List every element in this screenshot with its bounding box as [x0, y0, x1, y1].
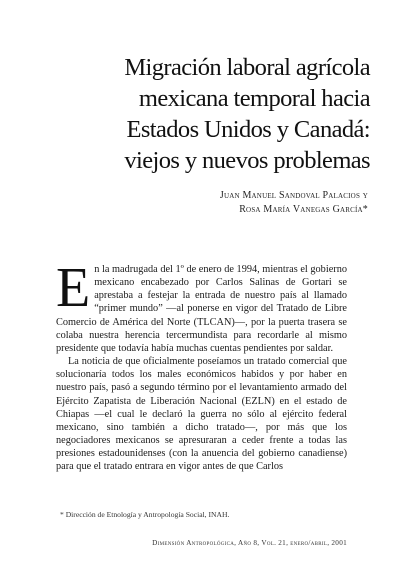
- body-paragraph: La noticia de que oficialmente poseíamos un tratado comercial que solucionaría todos los males económicos habidos y por haber en nuestro país, pasó a segundo término por el levantamiento armado del Ejército Zapatista de Liberación Nacional (EZLN) en el estado de Chiapas —el cual le declaró la guerra no sólo al ejército federal mexicano, sino también a dicho tratado—, por más que los negociadores mexicanos se apresuraran a ceder frente a todas las presiones estadounidenses (con la anuencia del gobierno canadiense) para que el tratado entrara en vigor antes de que Carlos: [56, 356, 347, 473]
- footnote-text: Dirección de Etnología y Antropología Social,: [65, 510, 207, 519]
- author-line: Juan Manuel Sandoval Palacios y: [219, 190, 368, 201]
- title-line: Migración laboral agrícola: [124, 54, 370, 81]
- running-footer: Dimensión Antropológica, Año 8, Vol. 21, enero/abril, 2001: [152, 539, 347, 547]
- drop-cap: E: [56, 257, 91, 319]
- title-line: Estados Unidos y Canadá:: [126, 116, 370, 143]
- paragraph-text: n la madrugada del 1º de enero de 1994, mientras el gobierno mexicano encabezado por Carlos Salinas de Gortari se aprestaba a festejar la entrada de nuestro país al llamado “primer mundo” —al ponerse en vigor del Tratado de Libre Comercio de América del Norte (TLCAN)—, por la puerta trasera se colaba nuestra herencia tercermundista para recordarle al mismo presidente que todavía había muchas cuentas pendientes por saldar.: [56, 264, 347, 354]
- footnote-marker: *: [60, 510, 64, 519]
- footnote: [60, 510, 350, 520]
- footnote-institution: INAH.: [208, 510, 230, 519]
- article-body: [56, 257, 347, 474]
- title-line: viejos y nuevos problemas: [124, 147, 370, 174]
- article-title: [70, 52, 370, 176]
- author-block: [128, 189, 368, 217]
- title-line: mexicana temporal hacia: [138, 85, 370, 112]
- author-line: Rosa María Vanegas García*: [239, 204, 368, 215]
- body-paragraph: [56, 257, 347, 355]
